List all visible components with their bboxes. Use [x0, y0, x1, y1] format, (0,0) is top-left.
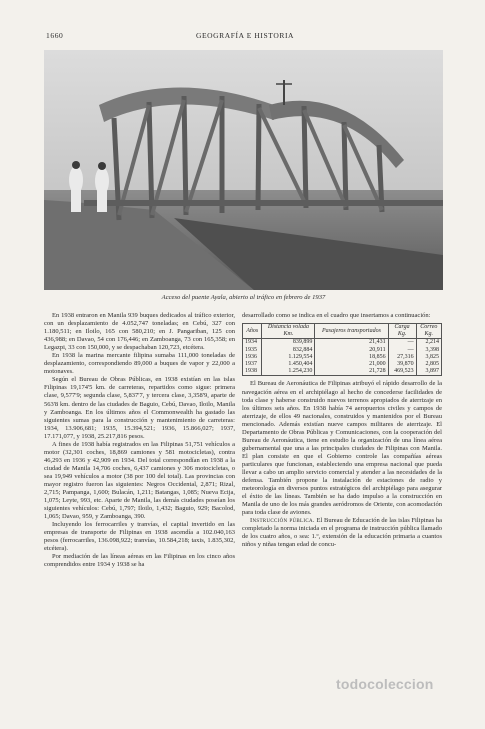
table-header: Carga: [388, 324, 416, 332]
table-row: [243, 368, 442, 376]
section-text: El Bureau de Educación de las islas Filipinas ha completado la norma iniciada en el programa de instrucción pública llamado de los cuatro años, o sea: 1.º, extensión de la educación primaria a cuantos niños y niñas tengan edad de concu-: [242, 517, 442, 549]
table-unit: Kg.: [416, 331, 441, 339]
table-cell: 21,728: [315, 368, 388, 376]
paragraph: En 1938 entraron en Manila 939 buques dedicados al tráfico exterior, con un desplazamiento de 4.052,747 toneladas; en Cebú, 327 con 1.180,511; en Iloilo, 165 con 580,210; en J. Pangariban, 125 con 436,988; en Davao, 54 con 176,446; en Zamboanga, 73 con 165,358; en Legazpi, 33 con 150,000, y se despachaban 120,723, etcétera.: [44, 312, 235, 352]
table-unit: Km.: [262, 331, 315, 339]
paragraph: [242, 517, 442, 549]
table-header: Pasajeros transportados: [315, 324, 388, 339]
paragraph: A fines de 1938 había registrados en las Filipinas 51,751 vehículos a motor (32,301 coches, 18,869 camiones y 581 motocicletas), contra 46,293 en 1936 y 42,909 en 1934. Del total correspondían en 1938 a la ciudad de Manila 14,706 coches, 6,437 camiones y 306 motocicletas, o sea 19,949 vehículos a motor (38 por 100 del total). Las provincias con mayor registro fueron las siguientes: Negros Occidental, 2,871; Rizal, 2,715; Pampanga, 1,600; Bulacán, 1,211; Batangas, 1,085; Nueva Ecija, 1,075; Leyte, 993, etc. Aparte de Manila, las demás ciudades poseían los siguientes vehículos: Cebú, 1,797; Iloilo, 1,432; Baguio, 929; Bacolod, 1,065; Davao, 959, y Zamboanga, 390.: [44, 440, 235, 521]
running-title: GEOGRAFÍA E HISTORIA: [195, 31, 295, 40]
watermark-logo: todocoleccion: [336, 676, 434, 692]
table-cell: 3,825: [416, 354, 441, 361]
paragraph: desarrollado como se indica en el cuadro que insertamos a continuación:: [242, 312, 431, 319]
table-cell: 39,870: [388, 361, 416, 368]
table-cell: 839,899: [262, 339, 315, 347]
air-traffic-table: [242, 323, 442, 376]
table-cell: 21,431: [315, 339, 388, 347]
table-cell: 1938: [243, 368, 262, 376]
table-cell: 1937: [243, 361, 262, 368]
table-cell: 469,523: [388, 368, 416, 376]
right-column: [242, 312, 442, 549]
paragraph: Incluyendo los ferrocarriles y tranvías, el capital invertido en las empresas de transporte de Filipinas en 1938 ascendía a 102.040,163 pesos (ferrocarriles, 136.098,922; tranvías, 10.584,218; taxis, 1.835,302, etcétera).: [44, 521, 235, 553]
table-cell: 1934: [243, 339, 262, 347]
table-cell: 2,805: [416, 361, 441, 368]
bridge-photo: [44, 50, 443, 290]
table-cell: 3,398: [416, 347, 441, 354]
table-row: [243, 354, 442, 361]
table-cell: 1935: [243, 347, 262, 354]
table-unit: Kg.: [388, 331, 416, 339]
table-cell: —: [388, 347, 416, 354]
table-cell: 27,316: [388, 354, 416, 361]
table-header: Distancia volada: [262, 324, 315, 332]
table-row: [243, 361, 442, 368]
table-cell: 18,856: [315, 354, 388, 361]
section-heading: Instrucción pública.: [250, 517, 315, 525]
paragraph: Por mediación de las líneas aéreas en las Filipinas en los cinco años comprendidos entre 1934 y 1938 se ha: [44, 553, 235, 569]
paragraph: En 1938 la marina mercante filipina sumaba 111,000 toneladas de desplazamiento, correspondiendo 89,000 a buques de vapor y 22,000 a motonaves.: [44, 352, 235, 376]
page-number: 1660: [46, 31, 64, 40]
table-row: [243, 339, 442, 347]
table-cell: —: [388, 339, 416, 347]
table-cell: 1936: [243, 354, 262, 361]
table-cell: 3,897: [416, 368, 441, 376]
figure-caption: Acceso del puente Ayala, abierto al tráfico en febrero de 1937: [161, 294, 326, 301]
table-cell: 1.129,554: [262, 354, 315, 361]
table-row: [243, 347, 442, 354]
table-cell: 2,214: [416, 339, 441, 347]
table-cell: 20,911: [315, 347, 388, 354]
paragraph: El Bureau de Aeronáutica de Filipinas atribuyó el rápido desarrollo de la navegación aérea en el archipiélago al hecho de concederse facilidades de toda clase y haberse construido nuevos terrenos apropiados de aterrizaje en los últimos seis años. En 1938 había 74 aeropuertos civiles y campos de aterrizaje, de ellos 49 nacionales, construidos y mantenidos por el Bureau mencionado. Además existían nueve campos militares de aterrizaje. El Departamento de Obras Públicas y Comunicaciones, con la cooperación del Bureau de Aeronáutica, tiene en estudio la organización de una línea aérea gubernamental que una a las principales ciudades de Filipinas con Manila. El plan consiste en que el Gobierno controle las compañías aéreas particulares que funcionan, estableciendo una empresa nacional que pueda llevar a cabo un amplio servicio comercial y atender a las necesidades de la defensa. También propone la instalación de estaciones de radio y meteorología en diversos puntos estratégicos del archipiélago para asegurar el éxito de las líneas. También se ha dado impulso a la construcción en Manila de uno de los más grandes aeródromos de Oriente, con acomodación para toda clase de aviones.: [242, 380, 442, 517]
page-header: [46, 31, 444, 43]
table-cell: 1.254,230: [262, 368, 315, 376]
paragraph: Según el Bureau de Obras Públicas, en 1938 existían en las islas Filipinas 19,174'5 km. de carreteras, repartidos como sigue: primera clase, 9,577'9; segunda clase, 5,837'7, y tercera clase, 3,358'9, aparte de 563'8 km. dentro de las ciudades de Baguio, Cebú, Davao, Iloilo, Manila y Zamboanga. En los últimos años el Commonwealth ha gastado las siguientes sumas para la construcción y mantenimiento de carreteras: 1934, 13.906,681; 1935, 15.394,521; 1936, 15.866,027; 1937, 17.171,077, y 1938, 25.217,816 pesos.: [44, 376, 235, 440]
left-column: [44, 312, 235, 570]
table-cell: 21,000: [315, 361, 388, 368]
table-header: Correo: [416, 324, 441, 332]
table-header: Años: [243, 324, 262, 339]
table-cell: 1.450,404: [262, 361, 315, 368]
table-cell: 832,884: [262, 347, 315, 354]
